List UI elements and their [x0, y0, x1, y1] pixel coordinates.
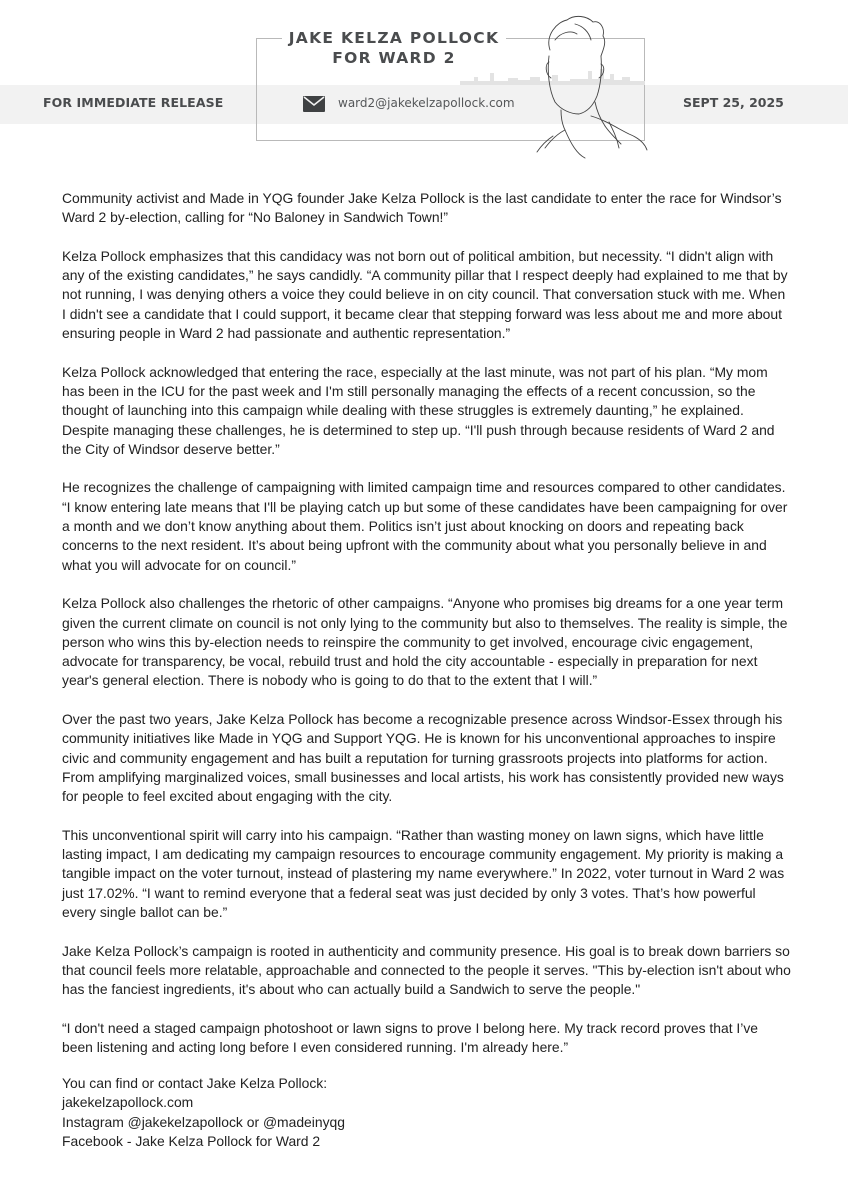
paragraph: Kelza Pollock emphasizes that this candidacy was not born out of political ambition, but necessity. “I didn't align with any of the existing candidates,” he says candidly. “A community pillar that I respect deeply had explained to me that by not running, I was denying others a voice they could believe in on city council. That conversation stuck with me. When I didn't see a candidate that I could support, it became clear that stepping forward was less about me and more about ensuring people in Ward 2 had passionate and authentic representation.”	[62, 247, 788, 342]
contact-block	[62, 1074, 462, 1151]
website-link[interactable]: jakekelzapollock.com	[62, 1094, 194, 1111]
press-release-body	[62, 189, 792, 1077]
letterhead	[0, 0, 848, 170]
mail-icon	[303, 96, 325, 112]
portrait-sketch-icon	[505, 10, 650, 160]
candidate-name-heading: JAKE KELZA POLLOCK	[288, 29, 500, 47]
paragraph: Kelza Pollock also challenges the rhetoric of other campaigns. “Anyone who promises big dreams for a one year term given the current climate on council is not only lying to the community but also to themselves. The reality is simple, the person who wins this by-election needs to reinspire the community to get involved, encourage civic engagement, advocate for transparency, be vocal, rebuild trust and hold the city accountable - especially in preparation for next year's general election. There is nobody who is going to do that to the extent that I will.”	[62, 595, 788, 689]
paragraph: Over the past two years, Jake Kelza Pollock has become a recognizable presence across Windsor-Essex through his community initiatives like Made in YQG and Support YQG. He is known for his unconventional approaches to inspire civic and community engagement and has built a reputation for turning grassroots projects into platforms for action. From amplifying marginalized voices, small businesses and local artists, his work has consistently provided new ways for people to feel excited about engaging with the city.	[62, 711, 784, 805]
paragraph: Jake Kelza Pollock’s campaign is rooted in authenticity and community presence. His goal is to break down barriers so that council feels more relatable, approachable and connected to the people it serves. "This by-election isn't about who has the fanciest ingredients, it's about who can actually build a Sandwich to serve the people."	[62, 942, 791, 998]
release-date: SEPT 25, 2025	[683, 95, 784, 110]
release-label: FOR IMMEDIATE RELEASE	[43, 95, 224, 110]
paragraph: This unconventional spirit will carry into his campaign. “Rather than wasting money on lawn signs, which have little lasting impact, I am dedicating my campaign resources to encourage community engagement. My priority is making a tangible impact on the voter turnout, instead of plastering my name everywhere.” In 2022, voter turnout in Ward 2 was just 17.02%. “I want to remind everyone that a federal seat was just decided by only 3 votes. That’s how powerful every single ballot can be.”	[62, 826, 785, 920]
paragraph: Kelza Pollock acknowledged that entering the race, especially at the last minute, was not part of his plan. “My mom has been in the ICU for the past week and I'm still personally managing the effects of a recent concussion, so the thought of launching into this campaign while dealing with these struggles is extremely daunting,” he explained. Despite managing these challenges, he is determined to step up. “I'll push through because residents of Ward 2 and the City of Windsor deserve better.”	[62, 363, 775, 457]
facebook-page: Facebook - Jake Kelza Pollock for Ward 2	[62, 1132, 321, 1149]
contact-email[interactable]: ward2@jakekelzapollock.com	[338, 96, 515, 110]
ward-heading: FOR WARD 2	[332, 49, 456, 67]
contact-intro: You can find or contact Jake Kelza Pollock:	[62, 1075, 328, 1091]
frame-top-line-left	[256, 38, 282, 39]
paragraph: Community activist and Made in YQG founder Jake Kelza Pollock is the last candidate to enter the race for Windsor’s Ward 2 by-election, calling for “No Baloney in Sandwich Town!”	[62, 190, 782, 226]
instagram-handles: Instagram @jakekelzapollock or @madeinyqg	[62, 1113, 345, 1130]
paragraph: He recognizes the challenge of campaigning with limited campaign time and resources compared to other candidates. “I know entering late means that I'll be playing catch up but some of these candidates have been campaigning for over a month and we don’t know anything about them. Politics isn’t just about knocking on doors and repeating back concerns to the next resident. It’s about being upfront with the community about what you personally believe in and what you will advocate for on council.”	[62, 479, 788, 573]
paragraph: “I don't need a staged campaign photoshoot or lawn signs to prove I belong here. My track record proves that I’ve been listening and acting long before I even considered running. I'm already here.”	[62, 1019, 759, 1056]
